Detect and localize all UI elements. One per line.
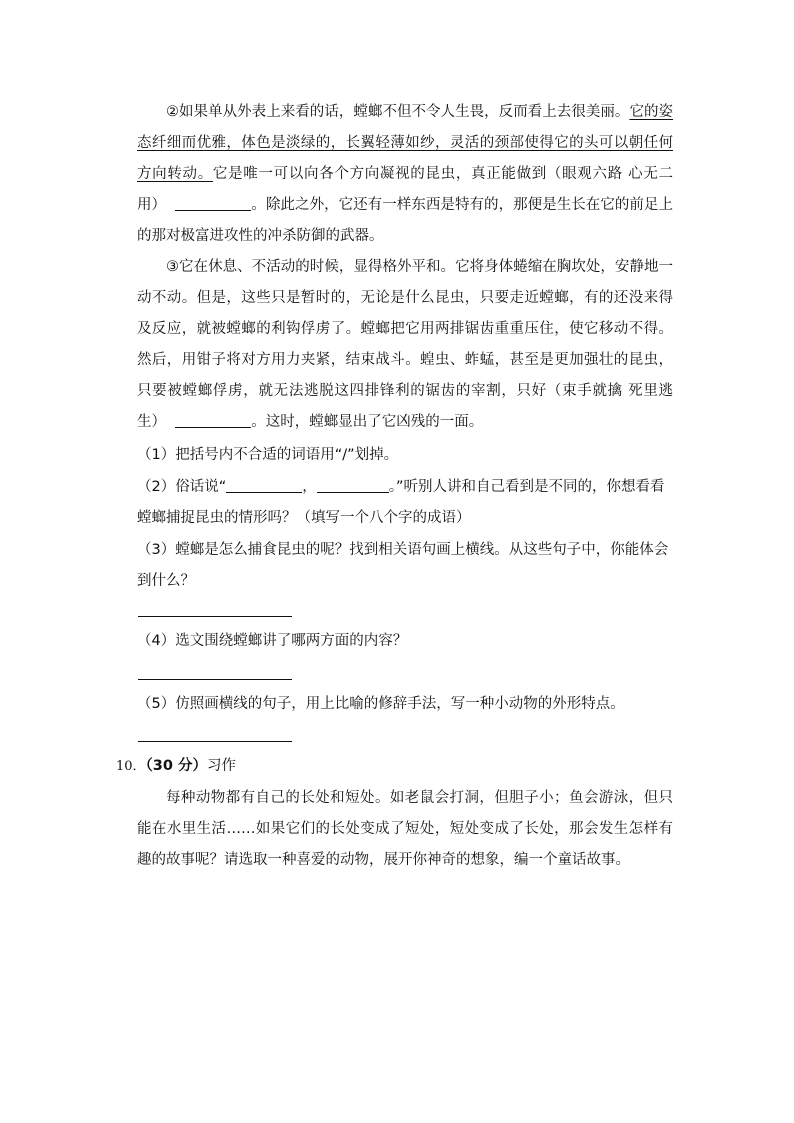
question-2 (137, 472, 673, 534)
paragraph-marker: ② (166, 104, 180, 120)
paragraph-marker: ③ (166, 259, 180, 275)
fill-blank[interactable] (175, 413, 251, 428)
section-score: （30 分） (145, 758, 208, 774)
fill-blank[interactable] (226, 478, 302, 493)
question-text: （2）俗话说“ (137, 479, 227, 495)
question-1: （1）把括号内不合适的词语用“/”划掉。 (137, 447, 399, 463)
answer-line[interactable] (138, 679, 292, 680)
passage-text: 。除此之外，它还有一样东西是特有的，那便是生长在它的前足上的那对极富进攻性的冲杀防御的武器。 (137, 197, 673, 244)
section-number: 10． (116, 759, 146, 774)
question-3: （3）螳螂是怎么捕食昆虫的呢？找到相关语句画上横线。从这些句子中，你能体会到什么？ (137, 542, 669, 589)
question-text: ， (302, 479, 317, 495)
passage-paragraph-3 (137, 252, 673, 438)
passage-text: 。这时，螳螂显出了它凶残的一面。 (251, 414, 484, 430)
passage-text: 如果单从外表上来看的话，螳螂不但不令人生畏，反而看上去很美丽。 (179, 104, 630, 120)
answer-line[interactable] (138, 741, 292, 742)
passage-text: 它是唯一可以向各个方向凝视的昆虫，真正能做到（眼观六路 心无二用） (137, 166, 674, 213)
question-text: 。”听别人讲和自己看到是不同的，你想看看螳螂捕捉昆虫的情形吗？（填写一个八个字的成语） (137, 479, 665, 526)
fill-blank[interactable] (317, 478, 389, 493)
question-4: （4）选文围绕螳螂讲了哪两方面的内容？ (137, 633, 408, 649)
section-10-heading (116, 751, 236, 782)
section-title: 习作 (207, 758, 237, 774)
answer-line[interactable] (138, 616, 292, 617)
underlined-sentence: 它的姿态纤细而优雅，体色是淡绿的，长翼轻薄如纱，灵活的颈部使得它的头可以朝任何方向转动。 (137, 104, 674, 182)
section-10-prompt: 每种动物都有自己的长处和短处。如老鼠会打洞，但胆子小；鱼会游泳，但只能在水里生活……如果它们的长处变成了短处，短处变成了长处，那会发生怎样有趣的故事呢？请选取一种喜爱的动物，展开你神奇的想象，编一个童话故事。 (137, 790, 673, 868)
passage-paragraph-2 (137, 97, 673, 252)
fill-blank[interactable] (175, 196, 251, 211)
question-5: （5）仿照画横线的句子，用上比喻的修辞手法，写一种小动物的外形特点。 (137, 696, 625, 712)
passage-text: 它在休息、不活动的时候，显得格外平和。它将身体蜷缩在胸坎处，安静地一动不动。但是，这些只是暂时的，无论是什么昆虫，只要走近螳螂，有的还没来得及反应，就被螳螂的利钩俘虏了。螳螂把它用两排锯齿重重压住，使它移动不得。然后，用钳子将对方用力夹紧，结束战斗。蝗虫、蚱蜢，甚至是更加强壮的昆虫，只要被螳螂俘虏，就无法逃脱这四排锋利的锯齿的宰割，只好（束手就擒 死里逃生） (137, 259, 673, 430)
